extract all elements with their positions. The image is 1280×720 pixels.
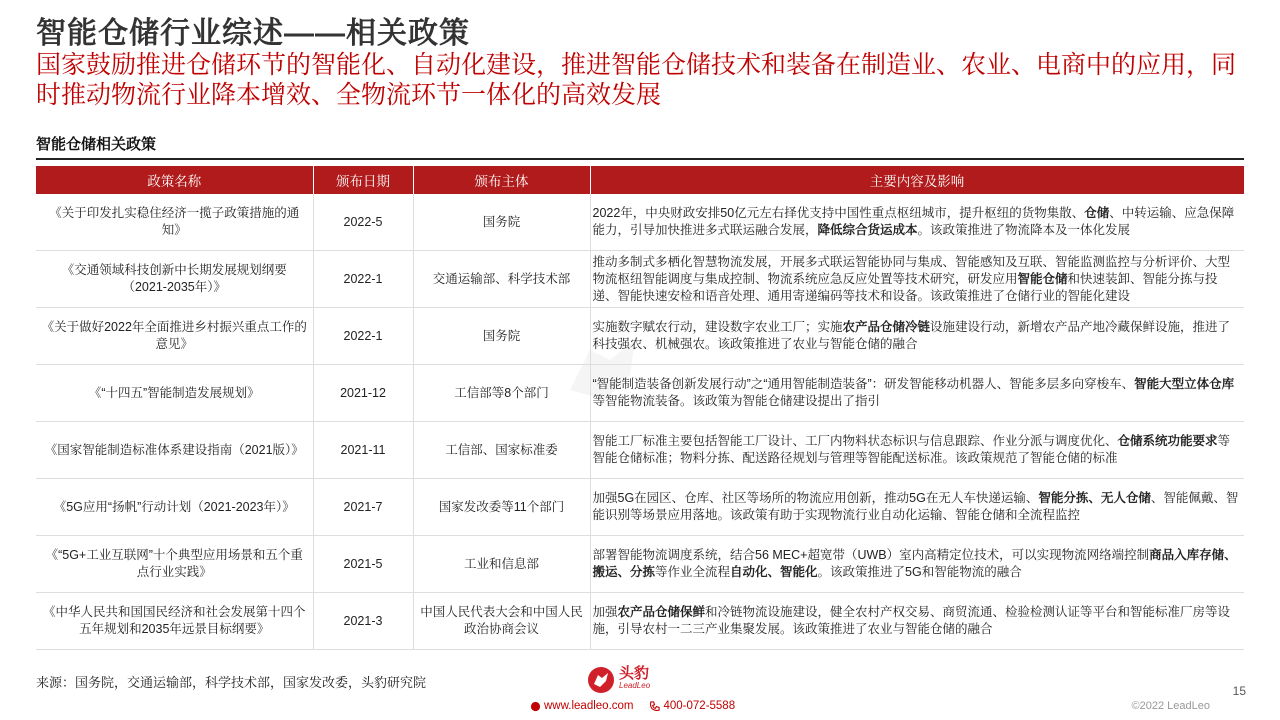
leadleo-logo — [588, 667, 650, 693]
content-highlight: 商品入库存储、搬运、分拣 — [592, 548, 1237, 579]
policy-issuer: 国务院 — [413, 194, 590, 251]
policy-date: 2022-5 — [313, 194, 413, 251]
header-policy-name: 政策名称 — [36, 166, 313, 194]
table-row — [36, 536, 1244, 593]
policy-name: 《中华人民共和国国民经济和社会发展第十四个五年规划和2035年远景目标纲要》 — [36, 593, 313, 650]
policy-issuer: 工信部、国家标准委 — [413, 422, 590, 479]
content-text: 推动多制式多栖化智慧物流发展，开展多式联运智能协同与集成、智能感知及互联、智能监测监控与分析评价、大型物流枢纽智能调度与集成控制、物流系统应急反应处置等技术研究，研发应用 — [592, 254, 1231, 286]
content-text: 、智能佩戴、智能识别等场景应用落地。该政策有助于实现物流行业自动化运输、智能仓储和全流程监控 — [592, 491, 1239, 522]
policy-content — [590, 194, 1244, 251]
content-highlight: 仓储 — [1084, 206, 1110, 220]
policy-content — [590, 536, 1244, 593]
content-highlight: 智能大型立体仓库 — [1134, 377, 1235, 391]
table-row — [36, 308, 1244, 365]
phone-text: 400-072-5588 — [663, 700, 736, 712]
content-text: 和冷链物流设施建设，健全农村产权交易、商贸流通、检验检测认证等平台和智能标准厂房等设施，引导农村一二三产业集聚发展。该政策推进了农业与智能仓储的融合 — [592, 605, 1231, 636]
policy-content — [590, 365, 1244, 422]
content-highlight: 降低综合货运成本 — [817, 223, 918, 237]
website-text: www.leadleo.com — [544, 700, 634, 712]
page-subtitle: 国家鼓励推进仓储环节的智能化、自动化建设，推进智能仓储技术和装备在制造业、农业、电商中的应用，同时推动物流行业降本增效、全物流环节一体化的高效发展 — [36, 51, 1237, 109]
policy-date: 2021-3 — [313, 593, 413, 650]
content-highlight: 智能仓储 — [1017, 271, 1068, 286]
policy-date: 2021-11 — [313, 422, 413, 479]
policy-name: 《5G应用“扬帆”行动计划（2021-2023年）》 — [36, 479, 313, 536]
policy-date: 2021-7 — [313, 479, 413, 536]
phone-link[interactable] — [649, 700, 735, 712]
content-highlight: 仓储系统功能要求 — [1117, 434, 1218, 448]
policy-content — [590, 251, 1244, 308]
content-text: 2022年，中央财政安排50亿元左右择优支持中国性重点枢纽城市，提升枢纽的货物集散、 — [592, 206, 1085, 220]
content-text: 。该政策推进了5G和智能物流的融合 — [817, 565, 1022, 579]
policy-name: 《国家智能制造标准体系建设指南（2021版）》 — [36, 422, 313, 479]
policy-issuer: 工业和信息部 — [413, 536, 590, 593]
table-row — [36, 194, 1244, 251]
phone-icon — [649, 701, 660, 712]
policy-name: 《“5G+工业互联网”十个典型应用场景和五个重点行业实践》 — [36, 536, 313, 593]
policy-issuer: 中国人民代表大会和中国人民政治协商会议 — [413, 593, 590, 650]
table-row — [36, 593, 1244, 650]
content-text: 。该政策推进了物流降本及一体化发展 — [917, 223, 1131, 237]
header-issuer: 颁布主体 — [413, 166, 590, 194]
logo-cn-text: 头豹 — [619, 665, 650, 682]
copyright: ©2022 LeadLeo — [1131, 700, 1210, 712]
page-title: 智能仓储行业综述——相关政策 — [36, 17, 470, 50]
leopard-logo-icon — [588, 667, 614, 693]
policy-name: 《关于印发扎实稳住经济一揽子政策措施的通知》 — [36, 194, 313, 251]
content-highlight: 农产品仓储保鲜 — [617, 605, 706, 619]
logo-en-text: LeadLeo — [619, 681, 651, 690]
table-row — [36, 422, 1244, 479]
content-highlight: 自动化、智能化 — [730, 565, 818, 579]
content-text: 实施数字赋农行动，建设数字农业工厂；实施 — [592, 320, 843, 334]
content-text: 等作业全流程 — [655, 565, 731, 579]
table-row — [36, 479, 1244, 536]
content-text: 和快速装卸、智能分拣与投递、智能快速安检和语音处理、通用寄递编码等技术和设备。该政策推进了仓储行业的智能化建设 — [592, 271, 1218, 303]
content-highlight: 农产品仓储冷链 — [842, 320, 931, 334]
section-title: 智能仓储相关政策 — [36, 136, 157, 153]
header-content: 主要内容及影响 — [590, 166, 1244, 194]
header-date: 颁布日期 — [313, 166, 413, 194]
policy-date: 2021-5 — [313, 536, 413, 593]
policy-date: 2021-12 — [313, 365, 413, 422]
section-divider — [36, 158, 1244, 160]
policy-issuer: 国务院 — [413, 308, 590, 365]
content-text: 加强 — [592, 605, 618, 619]
policy-content — [590, 308, 1244, 365]
content-text: 设施建设行动，新增农产品产地冷藏保鲜设施，推进了科技强农、机械强农。该政策推进了农业与智能仓储的融合 — [592, 320, 1231, 351]
footer-contact — [530, 700, 735, 712]
table-row — [36, 365, 1244, 422]
content-text: 智能工厂标准主要包括智能工厂设计、工厂内物料状态标识与信息跟踪、作业分派与调度优化、 — [592, 434, 1118, 448]
source-note: 来源：国务院，交通运输部，科学技术部，国家发改委，头豹研究院 — [36, 675, 427, 690]
weibo-icon — [530, 701, 541, 712]
page-number: 15 — [1232, 684, 1246, 698]
content-highlight: 智能分拣、无人仓储 — [1038, 491, 1151, 505]
policy-content — [590, 593, 1244, 650]
content-text: 等智能仓储标准；物料分拣、配送路径规划与管理等智能配送标准。该政策规范了智能仓储的标准 — [592, 434, 1231, 465]
policy-issuer: 工信部等8个部门 — [413, 365, 590, 422]
policy-name: 《“十四五”智能制造发展规划》 — [36, 365, 313, 422]
policy-name: 《交通领域科技创新中长期发展规划纲要（2021-2035年）》 — [36, 251, 313, 308]
content-text: 等智能物流装备。该政策为智能仓储建设提出了指引 — [592, 394, 881, 408]
policy-date: 2022-1 — [313, 308, 413, 365]
content-text: 加强5G在园区、仓库、社区等场所的物流应用创新，推动5G在无人车快递运输、 — [592, 491, 1039, 505]
content-text: “智能制造装备创新发展行动”之“通用智能制造装备”：研发智能移动机器人、智能多层多向穿梭车、 — [592, 377, 1135, 391]
policy-content — [590, 479, 1244, 536]
policy-content — [590, 422, 1244, 479]
policy-issuer: 交通运输部、科学技术部 — [413, 251, 590, 308]
website-link[interactable] — [530, 700, 633, 712]
policy-name: 《关于做好2022年全面推进乡村振兴重点工作的意见》 — [36, 308, 313, 365]
policy-table — [36, 166, 1245, 650]
content-text: 、中转运输、应急保障能力，引导加快推进多式联运融合发展， — [592, 206, 1235, 237]
policy-date: 2022-1 — [313, 251, 413, 308]
policy-issuer: 国家发改委等11个部门 — [413, 479, 590, 536]
table-header-row — [36, 166, 1244, 194]
table-row — [36, 251, 1244, 308]
content-text: 部署智能物流调度系统，结合56 MEC+超宽带（UWB）室内高精定位技术，可以实现物流网络端控制 — [592, 548, 1150, 562]
